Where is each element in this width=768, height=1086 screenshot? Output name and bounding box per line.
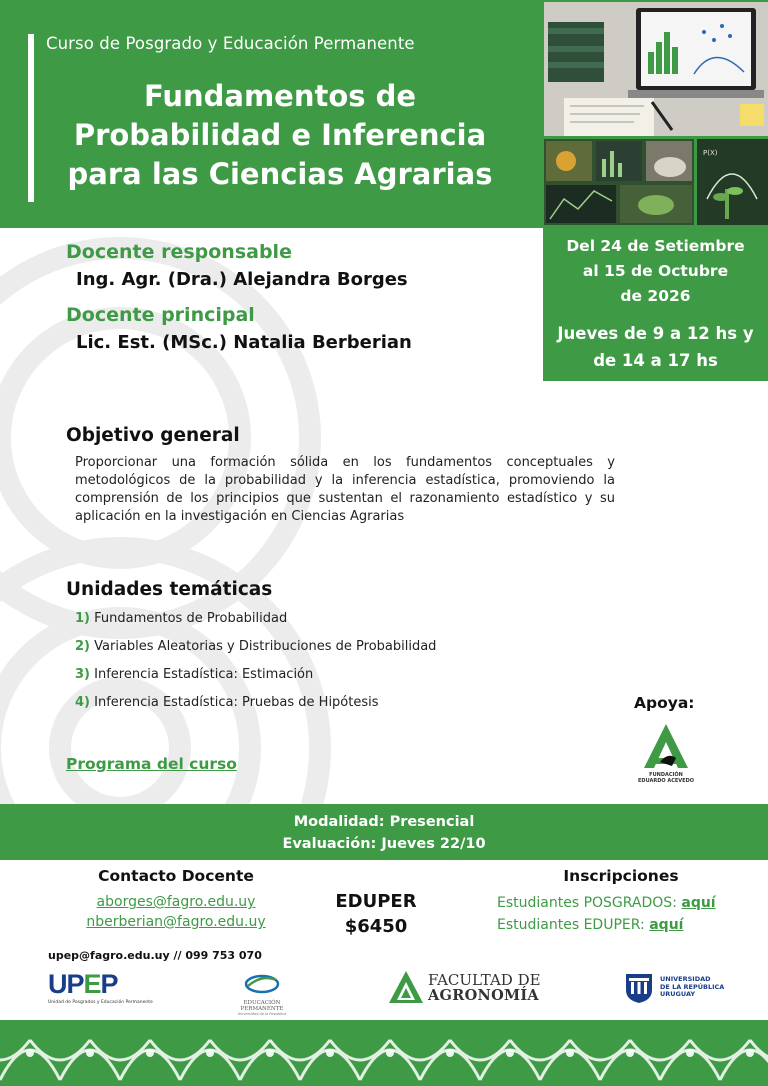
teachers-section [66, 241, 412, 353]
registration-title: Inscripciones [563, 867, 679, 885]
units-list [75, 611, 436, 723]
modality-band [0, 804, 768, 860]
upep-logo: UPEP Unidad de Posgrados y Educación Permanente [48, 969, 153, 1005]
ep-swoosh-icon [242, 972, 282, 994]
principal-teacher-label: Docente principal [66, 304, 255, 326]
objective-text: Proporcionar una formación sólida en los fundamentos conceptuales y metodológicos de la probabilidad y la inferencia estadística, promoviendo la comprensión de los principios que sustentan el razonamiento estadístico y su aplicación en la investigación en Ciencias Agrarias [75, 455, 615, 524]
support-org-caption: FUNDACIÓN EDUARDO ACEVEDO [638, 772, 694, 784]
svg-text:P(X): P(X) [703, 149, 718, 157]
list-item: 2) Variables Aleatorias y Distribuciones de Probabilidad [75, 639, 437, 654]
registration-links: Estudiantes POSGRADOS: aquí Estudiantes EDUPER: aquí [497, 895, 716, 933]
agro-statistics-collage-photo [544, 139, 694, 225]
objective-title: Objetivo general [66, 425, 240, 446]
course-type: Curso de Posgrado y Educación Permanente [46, 34, 415, 53]
list-item: 4) Inferencia Estadística: Pruebas de Hipótesis [75, 695, 379, 710]
udelar-shield-icon [624, 972, 654, 1004]
plants-formula-photo [697, 139, 768, 225]
dates-box [543, 228, 768, 381]
header-banner [0, 0, 542, 228]
course-title: Fundamentos de Probabilidad e Inferencia para las Ciencias Agrarias [67, 79, 493, 191]
email-link-borges[interactable]: aborges@fagro.edu.uy [96, 894, 256, 910]
schedule-line2: de 14 a 17 hs [593, 351, 718, 370]
list-item: 3) Inferencia Estadística: Estimación [75, 667, 314, 682]
contact-emails [60, 892, 292, 932]
date-range-line1: Del 24 de Setiembre [566, 237, 745, 255]
contact-title: Contacto Docente [98, 867, 254, 885]
price-amount: $6450 [344, 916, 408, 937]
educacion-permanente-logo: EDUCACIÓN PERMANENTE Universidad de la República [222, 972, 302, 1016]
program-link[interactable]: Programa del curso [66, 755, 237, 773]
posgrado-registration-link[interactable]: aquí [681, 895, 716, 911]
general-contact: upep@fagro.edu.uy // 099 753 070 [48, 949, 262, 962]
header-accent-bar [28, 34, 34, 202]
evaluation-text: Evaluación: Jueves 22/10 [282, 836, 486, 852]
eduper-registration-link[interactable]: aquí [649, 917, 684, 933]
email-link-berberian[interactable]: nberberian@fagro.edu.uy [86, 914, 266, 930]
schedule-line1: Jueves de 9 a 12 hs y [557, 324, 754, 343]
date-range-line3: de 2026 [620, 287, 691, 305]
agronomia-triangle-icon [388, 970, 424, 1004]
support-label: Apoya: [634, 694, 695, 712]
facultad-agronomia-logo: FACULTAD DE AGRONOMÍA [388, 970, 424, 1008]
price-box [316, 889, 436, 939]
responsible-teacher-label: Docente responsable [66, 241, 292, 263]
responsible-teacher-name: Ing. Agr. (Dra.) Alejandra Borges [76, 269, 408, 290]
footer-pattern [0, 1020, 768, 1086]
laptop-statistics-photo [544, 2, 768, 136]
photo-collage [542, 0, 768, 228]
udelar-logo: UNIVERSIDAD DE LA REPÚBLICA URUGUAY [624, 972, 654, 1008]
date-range-line2: al 15 de Octubre [582, 262, 729, 280]
price-label: EDUPER [335, 891, 417, 912]
list-item: 1) Fundamentos de Probabilidad [75, 611, 288, 626]
principal-teacher-name: Lic. Est. (MSc.) Natalia Berberian [76, 332, 412, 353]
modality-text: Modalidad: Presencial [293, 814, 475, 830]
units-title: Unidades temáticas [66, 579, 273, 600]
